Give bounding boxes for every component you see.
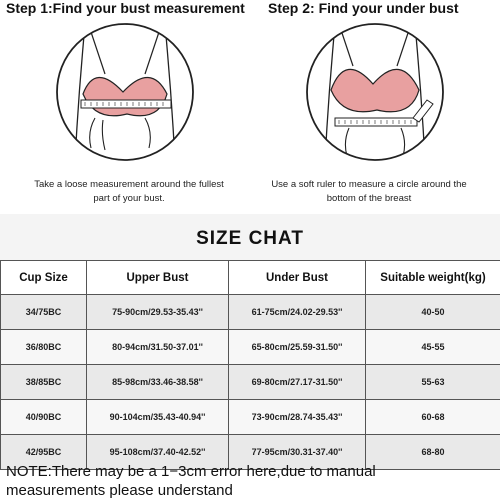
step1-desc-line2: part of your bust. [93, 193, 165, 204]
cell-cup-size: 38/85BC [1, 365, 87, 400]
cell-weight: 40-50 [366, 295, 500, 330]
cell-upper-bust: 95-108cm/37.40-42.52'' [87, 435, 229, 470]
step2-title: Step 2: Find your under bust [268, 0, 459, 16]
header-upper-bust: Upper Bust [87, 261, 229, 295]
cell-weight: 68-80 [366, 435, 500, 470]
cell-upper-bust: 90-104cm/35.43-40.94'' [87, 400, 229, 435]
header-suitable-weight: Suitable weight(kg) [366, 261, 500, 295]
step2-description [254, 178, 484, 206]
cell-cup-size: 36/80BC [1, 330, 87, 365]
cell-under-bust: 73-90cm/28.74-35.43'' [229, 400, 366, 435]
cell-upper-bust: 75-90cm/29.53-35.43'' [87, 295, 229, 330]
step2-desc-line1: Use a soft ruler to measure a circle around the [271, 179, 467, 190]
cell-under-bust: 61-75cm/24.02-29.53'' [229, 295, 366, 330]
size-chart-table [0, 260, 500, 470]
step1-desc-line1: Take a loose measurement around the fullest [34, 179, 224, 190]
cell-under-bust: 65-80cm/25.59-31.50'' [229, 330, 366, 365]
cell-under-bust: 69-80cm/27.17-31.50'' [229, 365, 366, 400]
size-chart-panel [0, 214, 500, 458]
bust-measurement-illustration [55, 22, 195, 162]
step2-desc-line2: bottom of the breast [326, 193, 412, 204]
table-header-row [1, 261, 500, 295]
under-bust-illustration [305, 22, 445, 162]
cell-upper-bust: 85-98cm/33.46-38.58'' [87, 365, 229, 400]
cell-cup-size: 40/90BC [1, 400, 87, 435]
cell-weight: 45-55 [366, 330, 500, 365]
cell-cup-size: 34/75BC [1, 295, 87, 330]
table-row [1, 295, 500, 330]
cell-weight: 55-63 [366, 365, 500, 400]
size-chart-title: SIZE CHAT [196, 228, 304, 249]
note-line1: NOTE:There may be a 1−3cm error here,due to manual [6, 463, 376, 480]
table-row [1, 400, 500, 435]
cell-cup-size: 42/95BC [1, 435, 87, 470]
step1-description [14, 178, 244, 206]
note-line2: measurements please understand [6, 482, 233, 499]
measurement-note [6, 462, 496, 500]
cell-weight: 60-68 [366, 400, 500, 435]
cell-upper-bust: 80-94cm/31.50-37.01'' [87, 330, 229, 365]
header-under-bust: Under Bust [229, 261, 366, 295]
table-row [1, 365, 500, 400]
table-row [1, 330, 500, 365]
step1-title: Step 1:Find your bust measurement [6, 0, 245, 16]
header-cup-size: Cup Size [1, 261, 87, 295]
cell-under-bust: 77-95cm/30.31-37.40'' [229, 435, 366, 470]
